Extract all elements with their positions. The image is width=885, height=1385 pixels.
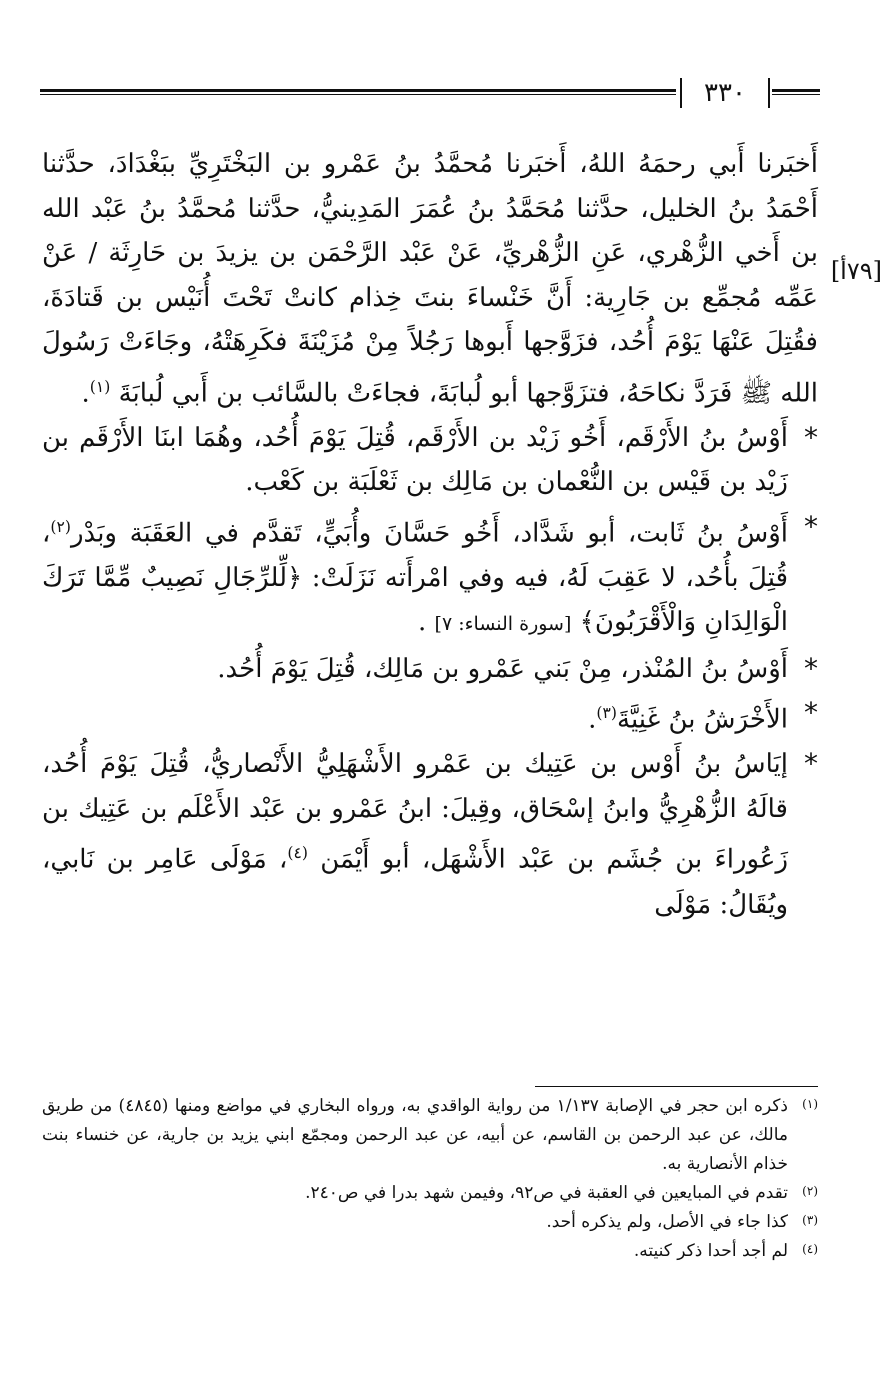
footnote-2 [42, 1179, 818, 1208]
footnote-text: كذا جاء في الأصل، ولم يذكره أحد. [546, 1212, 788, 1232]
footnote-text: تقدم في المبايعين في العقبة في ص٩٢، وفيمن شهد بدرا في ص٢٤٠. [305, 1183, 788, 1203]
entry-aws-ibn-al-mundhir [42, 647, 818, 692]
manuscript-folio-marker: [٧٩أ] [830, 257, 882, 285]
entry-end: . [588, 704, 597, 735]
entry-text: أَوْسُ بنُ الأَرْقَم، أَخُو زَيْد بن الأَرْقَم، قُتِلَ يَوْمَ أُحُد، وهُمَا ابنَا الأَرْقَم بن زَيْد بن قَيْس بن النُّعْمان بن مَالِك بن ثَعْلَبَة بن كَعْب. [42, 422, 788, 498]
bullet-icon: * [804, 420, 818, 454]
page-header [40, 78, 820, 108]
footnote-ref-3: (٣) [596, 704, 617, 723]
footnote-ref-4: (٤) [287, 844, 308, 863]
footnote-number: (٢) [802, 1184, 818, 1198]
entry-text: أَوْسُ بنُ المُنْذر، مِنْ بَني عَمْرو بن مَالِك، قُتِلَ يَوْمَ أُحُد. [217, 653, 788, 684]
footnote-text: ذكره ابن حجر في الإصابة ١/١٣٧ من رواية الواقدي به، ورواه البخاري في مواضع ومنها (٤٨٤٥) من طريق مالك، عن عبد الرحمن بن القاسم، عن أبيه، عن عبد الرحمن ومجمّع ابني يزيد بن جارية، عن خنساء بنت خذام الأنصارية به. [42, 1096, 789, 1174]
footnote-ref-2: (٢) [50, 517, 71, 536]
intro-text: أَخبَرنا أَبي رحمَهُ اللهُ، أَخبَرنا مُحمَّدُ بنُ عَمْرو بن البَخْتَرِيِّ ببَغْدَادَ، حدَّثنا أَحْمَدُ بنُ الخليل، حدَّثنا مُحَمَّدُ بنُ عُمَرَ المَدِينيُّ، حدَّثنا مُحمَّدُ بنُ عَبْد الله بن أَخي الزُّهْري، عَنِ الزُّهْريِّ، عَنْ عَبْد الرَّحْمَن بن يزيدَ بن حَارِثَة / عَنْ عَمِّه مُجمِّع بن جَارِية: أَنَّ خَنْساءَ بنتَ خِذام كانتْ تَحْتَ أُنَيْس بن قَتادَةَ، فقُتِلَ عَنْهَا يَوْمَ أُحُد، فزَوَّجها أَبوها رَجُلاً مِنْ مُزَيْنَةَ فكَرِهَتْهُ، وجَاءَتْ رَسُولَ الله ﷺ فَرَدَّ نكاحَهُ، فتزَوَّجها أبو لُبابَةَ، فجاءَتْ بالسَّائب بن أَبي لُبابَةَ [42, 149, 818, 409]
intro-paragraph: أَخبَرنا أَبي رحمَهُ اللهُ، أَخبَرنا مُحمَّدُ بنُ عَمْرو بن البَخْتَرِيِّ ببَغْدَادَ، حدَّثنا أَحْمَدُ بنُ الخليل، حدَّثنا مُحَمَّدُ بنُ عُمَرَ المَدِينيُّ، حدَّثنا مُحمَّدُ بنُ عَبْد الله بن أَخي الزُّهْري، عَنِ الزُّهْريِّ، عَنْ عَبْد الرَّحْمَن بن يزيدَ بن حَارِثَة / عَنْ عَمِّه مُجمِّع بن جَارِية: أَنَّ خَنْساءَ بنتَ خِذام كانتْ تَحْتَ أُنَيْس بن قَتادَةَ، فقُتِلَ عَنْهَا يَوْمَ أُحُد، فزَوَّجها أَبوها رَجُلاً مِنْ مُزَيْنَةَ فكَرِهَتْهُ، وجَاءَتْ رَسُولَ الله ﷺ فَرَدَّ نكاحَهُ، فتزَوَّجها أبو لُبابَةَ، فجاءَتْ بالسَّائب بن أَبي لُبابَةَ $^{(١)}$. [42, 149, 818, 409]
footnote-number: (٤) [802, 1242, 818, 1256]
entry-al-akhrash [42, 691, 818, 742]
entry-end: . [417, 607, 427, 638]
entry-text: إيَاسُ بنُ أَوْس بن عَتِيك بن عَمْرو الأَشْهَلِيُّ الأَنْصاريُّ، قُتِلَ يَوْمَ أُحُد، قالَهُ الزُّهْرِيُّ وابنُ إسْحَاق، وقِيلَ: ابنُ عَمْرو بن عَبْد الأَعْلَم بن عَتِيك بن زَعُوراءَ بن جُشَم بن عَبْد الأَشْهَل، أبو أَيْمَن [42, 749, 788, 876]
main-text [42, 142, 818, 927]
footnote-1 [42, 1092, 818, 1179]
header-rule-left [40, 89, 676, 97]
footnote-4 [42, 1237, 818, 1266]
entry-iyas-ibn-aws [42, 742, 818, 927]
entry-text: الأَخْرَشُ بنُ غَنِيَّةَ [617, 704, 788, 735]
footnote-ref-1: (١) [89, 377, 111, 396]
bullet-icon: * [804, 747, 818, 781]
entry-text-continued: ، مَوْلَى عَامِر بن نَابي، ويُقَالُ: مَوْلَى [42, 845, 788, 920]
footnote-text: لم أجد أحدا ذكر كنيته. [633, 1241, 788, 1261]
footnote-3 [42, 1208, 818, 1237]
bullet-icon: * [804, 509, 818, 543]
bullet-icon: * [804, 696, 818, 730]
header-bar-right [768, 78, 770, 108]
header-bar-left [680, 78, 682, 108]
page-number: ٣٣٠ [704, 78, 746, 108]
quran-citation: [سورة النساء: ٧] [434, 613, 572, 636]
footnote-number: (٣) [802, 1213, 818, 1227]
quran-quote: ﴿لِّلرِّجَالِ نَصِيبٌ مِّمَّا تَرَكَ الْوَالِدَانِ وَالْأَقْرَبُونَ﴾ [42, 562, 788, 638]
header-rule-right [772, 89, 820, 97]
entry-text: أَوْسُ بنُ ثَابت، أبو شَدَّاد، أَخُو حَسَّانَ وأُبَيٍّ، تَقدَّم في العَقَبَة وبَدْر [70, 518, 788, 549]
footnote-separator [535, 1086, 818, 1087]
entry-text-continued: ، قُتِلَ بأُحُد، لا عَقِبَ لَهُ، فيه وفي امْرأَته نَزَلَتْ: [42, 518, 789, 593]
bullet-icon: * [804, 651, 818, 685]
entry-aws-ibn-thabit [42, 505, 818, 647]
footnotes [42, 1092, 818, 1266]
footnote-number: (١) [802, 1097, 818, 1111]
entry-aws-ibn-al-arqam [42, 416, 818, 505]
